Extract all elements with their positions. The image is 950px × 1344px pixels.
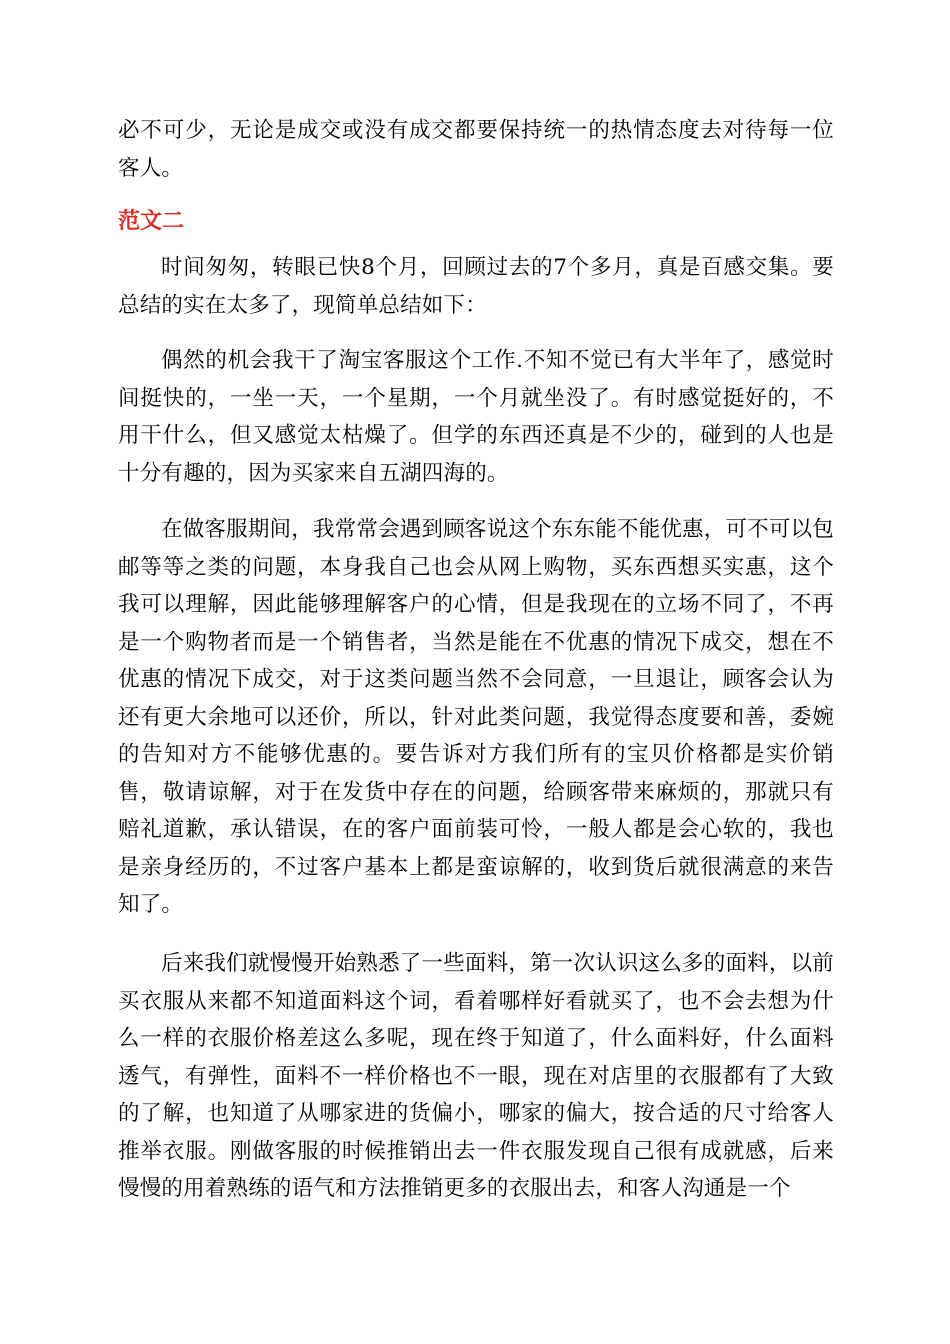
section-heading: 范文二	[118, 209, 185, 234]
paragraph-discount-handling: 在做客服期间，我常常会遇到顾客说这个东东能不能优惠，可不可以包邮等等之类的问题，本身我自己也会从网上购物，买东西想买实惠，这个我可以理解，因此能够理解客户的心情，但是我现在的立场不同了，不再是一个购物者而是一个销售者，当然是能在不优惠的情况下成交，想在不优惠的情况下成交，对于这类问题当然不会同意，一旦退让，顾客会认为还有更大余地可以还价，所以，针对此类问题，我觉得态度要和善，委婉的告知对方不能够优惠的。要告诉对方我们所有的宝贝价格都是实价销售，敬请谅解，对于在发货中存在的问题，给顾客带来麻烦的，那就只有赔礼道歉，承认错误，在的客户面前装可怜，一般人都是会心软的，我也是亲身经历的，不过客户基本上都是蛮谅解的，收到货后就很满意的来告知了。	[118, 517, 834, 917]
continuation-paragraph: 必不可少，无论是成交或没有成交都要保持统一的热情态度去对待每一位客人。	[118, 118, 834, 181]
paragraph-fabrics: 后来我们就慢慢开始熟悉了一些面料，第一次认识这么多的面料，以前买衣服从来都不知道面料这个词，看着哪样好看就买了，也不会去想为什么一样的衣服价格差这么多呢，现在终于知道了，什么面料好，什么面料透气，有弹性，面料不一样价格也不一眼，现在对店里的衣服都有了大致的了解，也知道了从哪家进的货偏小，哪家的偏大，按合适的尺寸给客人推举衣服。刚做客服的时候推销出去一件衣服发现自己很有成就感，后来慢慢的用着熟练的语气和方法推销更多的衣服出去，和客人沟通是一个	[118, 951, 834, 1201]
paragraph-job-start: 偶然的机会我干了淘宝客服这个工作.不知不觉已有大半年了，感觉时间挺快的，一坐一天，一个星期，一个月就坐没了。有时感觉挺好的，不用干什么，但又感觉太枯燥了。但学的东西还真是不少的，碰到的人也是十分有趣的，因为买家来自五湖四海的。	[118, 348, 834, 486]
paragraph-intro: 时间匆匆，转眼已快8个月，回顾过去的7个多月，真是百感交集。要总结的实在太多了，现简单总结如下：	[118, 255, 834, 318]
